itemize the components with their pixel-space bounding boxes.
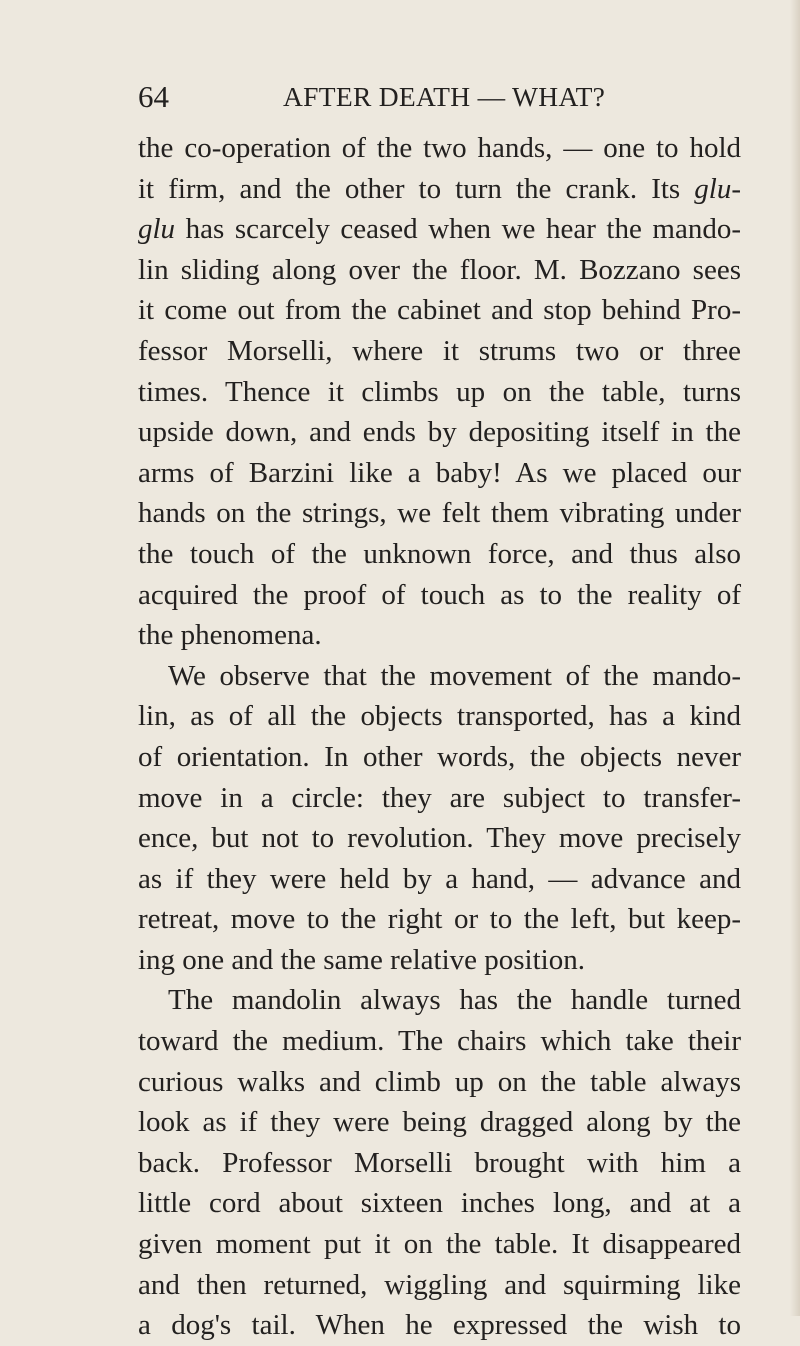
line-text: times. Thence it climbs up on the table, turns	[138, 375, 741, 408]
text-line	[138, 1183, 741, 1224]
page-header	[138, 77, 658, 117]
line-text: lin sliding along over the floor. M. Bozzano sees	[138, 253, 741, 286]
text-line	[138, 1305, 741, 1346]
line-text: the touch of the unknown force, and thus also	[138, 537, 741, 570]
text-line	[138, 290, 741, 331]
line-text: given moment put it on the table. It disappeared	[138, 1228, 741, 1261]
italic-word: glu	[138, 213, 176, 246]
line-text: ing one and the same relative position.	[138, 943, 585, 976]
text-line	[138, 1265, 741, 1306]
text-line	[138, 534, 741, 575]
text-line	[138, 696, 741, 737]
text-line	[138, 1021, 741, 1062]
line-text: retreat, move to the right or to the left, but keep-	[138, 903, 741, 936]
text-line	[138, 453, 741, 494]
body-text	[138, 128, 741, 1346]
line-text: upside down, and ends by depositing itself in the	[138, 416, 741, 449]
text-line	[138, 1224, 741, 1265]
text-line	[138, 1143, 741, 1184]
text-line	[138, 980, 741, 1021]
text-line	[138, 656, 741, 697]
text-line	[138, 493, 741, 534]
page-number: 64	[138, 79, 169, 114]
line-text: has scarcely ceased when we hear the mando-	[175, 213, 741, 246]
line-text: We observe that the movement of the mando-	[168, 659, 741, 692]
text-line	[138, 737, 741, 778]
line-text: of orientation. In other words, the objects never	[138, 740, 741, 773]
text-line	[138, 859, 741, 900]
line-text: it come out from the cabinet and stop behind Pro-	[138, 294, 741, 327]
line-text: and then returned, wiggling and squirming like	[138, 1268, 741, 1301]
text-line	[138, 778, 741, 819]
text-line	[138, 1102, 741, 1143]
line-text: The mandolin always has the handle turned	[168, 984, 741, 1017]
line-text: lin, as of all the objects transported, has a kind	[138, 700, 741, 733]
line-text: back. Professor Morselli brought with him a	[138, 1146, 741, 1179]
line-text: ence, but not to revolution. They move precisely	[138, 822, 741, 855]
line-text: arms of Barzini like a baby! As we placed our	[138, 456, 741, 489]
line-text: toward the medium. The chairs which take their	[138, 1025, 741, 1058]
text-line	[138, 331, 741, 372]
line-text: little cord about sixteen inches long, and at a	[138, 1187, 741, 1220]
page-edge-shadow	[790, 0, 800, 1316]
text-line	[138, 372, 741, 413]
running-title: AFTER DEATH — WHAT?	[283, 81, 606, 112]
text-line	[138, 818, 741, 859]
line-text: as if they were held by a hand, — advance and	[138, 862, 741, 895]
text-line	[138, 575, 741, 616]
line-text: move in a circle: they are subject to transfer-	[138, 781, 741, 814]
line-text: the co-operation of the two hands, — one to hold	[138, 132, 741, 164]
italic-word: glu-	[694, 172, 741, 205]
line-text: it firm, and the other to turn the crank. Its	[138, 172, 695, 205]
text-line	[138, 615, 741, 656]
text-line	[138, 940, 741, 981]
line-text: a dog's tail. When he expressed the wish to	[138, 1309, 741, 1342]
text-line	[138, 412, 741, 453]
text-line	[138, 128, 741, 169]
text-line	[138, 899, 741, 940]
line-text: fessor Morselli, where it strums two or three	[138, 334, 741, 367]
line-text: curious walks and climb up on the table always	[138, 1065, 741, 1098]
line-text: the phenomena.	[138, 619, 322, 652]
text-line	[138, 209, 741, 250]
text-line	[138, 250, 741, 291]
line-text: acquired the proof of touch as to the reality of	[138, 578, 741, 611]
text-line	[138, 169, 741, 210]
line-text: hands on the strings, we felt them vibrating under	[138, 497, 741, 530]
line-text: look as if they were being dragged along by the	[138, 1106, 741, 1139]
text-line	[138, 1062, 741, 1103]
